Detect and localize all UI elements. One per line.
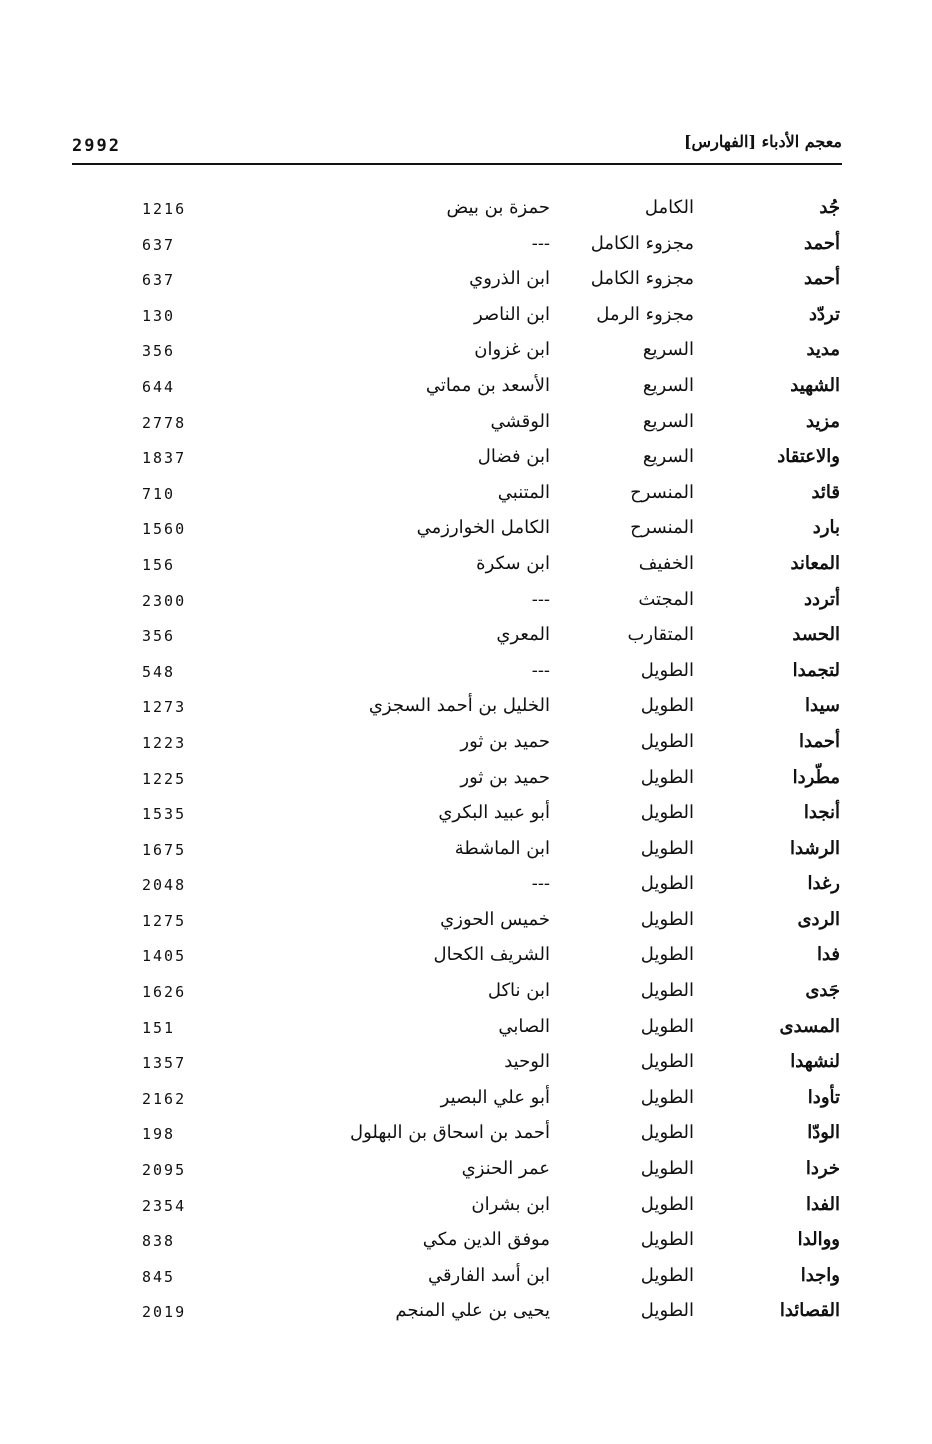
page-ref-cell: 838 bbox=[142, 1232, 176, 1251]
table-row bbox=[0, 478, 932, 514]
rhyme-cell: سيدا bbox=[805, 695, 840, 717]
table-row bbox=[0, 442, 932, 478]
page-ref-cell: 2354 bbox=[142, 1196, 187, 1215]
page-ref-cell: 1357 bbox=[142, 1054, 187, 1073]
poet-cell: يحيى بن علي المنجم bbox=[395, 1300, 550, 1322]
page-ref-cell: 637 bbox=[142, 271, 176, 290]
table-row bbox=[0, 1083, 932, 1119]
poet-cell: ابن أسد الفارقي bbox=[427, 1264, 550, 1286]
rhyme-cell: مزيد bbox=[805, 410, 840, 432]
rhyme-cell: قائد bbox=[811, 481, 840, 503]
poet-cell: --- bbox=[531, 873, 550, 895]
meter-cell: الطويل bbox=[640, 873, 694, 895]
poet-cell: المتنبي bbox=[497, 481, 550, 503]
rhyme-cell: فدا bbox=[816, 944, 840, 966]
rhyme-cell: أحمد bbox=[804, 268, 840, 290]
table-row bbox=[0, 513, 932, 549]
page-ref-cell: 1675 bbox=[142, 840, 187, 859]
meter-cell: مجزوء الكامل bbox=[590, 232, 694, 254]
page-ref-cell: 198 bbox=[142, 1125, 176, 1144]
meter-cell: الطويل bbox=[640, 1264, 694, 1286]
poet-cell: --- bbox=[531, 659, 550, 681]
meter-cell: السريع bbox=[642, 374, 694, 396]
rhyme-cell: أتردد bbox=[804, 588, 840, 610]
meter-cell: الطويل bbox=[640, 944, 694, 966]
table-row bbox=[0, 976, 932, 1012]
rhyme-cell: رغدا bbox=[807, 873, 840, 895]
table-row bbox=[0, 1154, 932, 1190]
table-row bbox=[0, 727, 932, 763]
page-ref-cell: 2019 bbox=[142, 1303, 187, 1322]
poet-cell: حمزة بن بيض bbox=[446, 197, 550, 218]
meter-cell: المجتث bbox=[638, 588, 694, 610]
table-row bbox=[0, 407, 932, 443]
table-row bbox=[0, 300, 932, 336]
rhyme-cell: جُد bbox=[819, 197, 840, 218]
poet-cell: حميد بن ثور bbox=[460, 766, 550, 788]
meter-cell: الطويل bbox=[640, 1122, 694, 1144]
table-row bbox=[0, 335, 932, 371]
rhyme-cell: أنجدا bbox=[803, 802, 840, 824]
poet-cell: الشريف الكحال bbox=[433, 944, 550, 966]
meter-cell: الطويل bbox=[640, 1300, 694, 1322]
poet-cell: عمر الحنزي bbox=[461, 1158, 550, 1180]
table-row bbox=[0, 1296, 932, 1332]
rhyme-cell: الودّا bbox=[807, 1122, 840, 1144]
table-row bbox=[0, 1012, 932, 1048]
page-ref-cell: 1405 bbox=[142, 947, 187, 966]
table-row bbox=[0, 656, 932, 692]
poet-cell: الوقشي bbox=[490, 410, 550, 432]
meter-cell: الطويل bbox=[640, 1086, 694, 1108]
meter-cell: المتقارب bbox=[627, 624, 694, 646]
rhyme-cell: أحمدا bbox=[799, 730, 840, 752]
meter-cell: الطويل bbox=[640, 695, 694, 717]
rhyme-cell: الشهيد bbox=[790, 374, 840, 396]
poet-cell: خميس الحوزي bbox=[440, 908, 550, 930]
table-row bbox=[0, 1118, 932, 1154]
table-row bbox=[0, 763, 932, 799]
table-row bbox=[0, 869, 932, 905]
rhyme-cell: أحمد bbox=[804, 232, 840, 254]
poet-cell: أبو عبيد البكري bbox=[438, 802, 550, 824]
rhyme-cell: لنشهدا bbox=[790, 1051, 840, 1073]
meter-cell: السريع bbox=[642, 339, 694, 361]
table-row bbox=[0, 620, 932, 656]
rhyme-cell: بارد bbox=[812, 517, 840, 539]
poet-cell: ابن سكرة bbox=[476, 552, 550, 574]
table-row bbox=[0, 585, 932, 621]
meter-cell: الطويل bbox=[640, 837, 694, 859]
rhyme-cell: القصائدا bbox=[779, 1300, 840, 1322]
poet-cell: الأسعد بن مماتي bbox=[425, 374, 550, 396]
rhyme-cell: الحسد bbox=[792, 624, 840, 646]
meter-cell: مجزوء الرمل bbox=[596, 303, 694, 325]
page-number: 2992 bbox=[72, 136, 121, 156]
poet-cell: ابن الماشطة bbox=[454, 837, 550, 859]
page-ref-cell: 2162 bbox=[142, 1089, 187, 1108]
rhyme-cell: ووالدا bbox=[797, 1229, 840, 1251]
page-ref-cell: 1273 bbox=[142, 698, 187, 717]
table-row bbox=[0, 1047, 932, 1083]
page-ref-cell: 1225 bbox=[142, 769, 187, 788]
poet-cell: ابن بشران bbox=[471, 1193, 550, 1215]
meter-cell: الطويل bbox=[640, 730, 694, 752]
page-ref-cell: 845 bbox=[142, 1267, 176, 1286]
rhyme-cell: مطّردا bbox=[792, 766, 840, 788]
page-ref-cell: 1837 bbox=[142, 449, 187, 468]
page-ref-cell: 637 bbox=[142, 235, 176, 254]
rhyme-cell: الرشدا bbox=[790, 837, 840, 859]
page-ref-cell: 548 bbox=[142, 662, 176, 681]
meter-cell: الطويل bbox=[640, 980, 694, 1002]
poet-cell: الكامل الخوارزمي bbox=[416, 517, 550, 539]
meter-cell: الطويل bbox=[640, 766, 694, 788]
page-ref-cell: 2095 bbox=[142, 1161, 187, 1180]
meter-cell: الطويل bbox=[640, 1015, 694, 1037]
page-ref-cell: 1535 bbox=[142, 805, 187, 824]
rhyme-cell: جَدى bbox=[805, 980, 840, 1002]
poet-cell: ابن فضال bbox=[477, 446, 550, 468]
rhyme-cell: الفدا bbox=[805, 1193, 840, 1215]
table-row bbox=[0, 371, 932, 407]
meter-cell: مجزوء الكامل bbox=[590, 268, 694, 290]
table-row bbox=[0, 834, 932, 870]
meter-cell: المنسرح bbox=[630, 517, 694, 539]
table-row bbox=[0, 193, 932, 229]
page-ref-cell: 356 bbox=[142, 342, 176, 361]
page-ref-cell: 1216 bbox=[142, 200, 187, 218]
poet-cell: موفق الدين مكي bbox=[422, 1229, 550, 1251]
table-row bbox=[0, 1225, 932, 1261]
table-row bbox=[0, 264, 932, 300]
poet-cell: --- bbox=[531, 232, 550, 254]
page-ref-cell: 710 bbox=[142, 484, 176, 503]
rhyme-cell: المعاند bbox=[790, 552, 840, 574]
rhyme-cell: تردّد bbox=[809, 303, 840, 325]
rhyme-cell: مديد bbox=[806, 339, 840, 361]
meter-cell: الطويل bbox=[640, 1051, 694, 1073]
meter-cell: الكامل bbox=[644, 197, 694, 218]
poet-cell: حميد بن ثور bbox=[460, 730, 550, 752]
rhyme-cell: خردا bbox=[805, 1158, 840, 1180]
meter-cell: السريع bbox=[642, 410, 694, 432]
rhyme-cell: والاعتقاد bbox=[777, 446, 840, 468]
table-row bbox=[0, 229, 932, 265]
page-ref-cell: 2300 bbox=[142, 591, 187, 610]
poet-cell: ابن ناكل bbox=[487, 980, 550, 1002]
table-row bbox=[0, 1261, 932, 1297]
poet-cell: أحمد بن اسحاق بن البهلول bbox=[350, 1122, 550, 1144]
table-row bbox=[0, 940, 932, 976]
rhyme-cell: لتجمدا bbox=[792, 659, 840, 681]
poet-cell: ابن غزوان bbox=[474, 339, 550, 361]
page-ref-cell: 156 bbox=[142, 555, 176, 574]
page-ref-cell: 644 bbox=[142, 377, 176, 396]
meter-cell: الطويل bbox=[640, 802, 694, 824]
meter-cell: الخفيف bbox=[638, 552, 694, 574]
poet-cell: المعري bbox=[496, 624, 550, 646]
index-table bbox=[0, 193, 932, 1332]
poet-cell: --- bbox=[531, 588, 550, 610]
poet-cell: الخليل بن أحمد السجزي bbox=[368, 695, 550, 717]
table-row bbox=[0, 1190, 932, 1226]
meter-cell: الطويل bbox=[640, 1193, 694, 1215]
poet-cell: أبو علي البصير bbox=[440, 1086, 550, 1108]
meter-cell: الطويل bbox=[640, 659, 694, 681]
page-ref-cell: 1560 bbox=[142, 520, 187, 539]
page-ref-cell: 130 bbox=[142, 306, 176, 325]
rhyme-cell: الردى bbox=[797, 908, 840, 930]
page-ref-cell: 2048 bbox=[142, 876, 187, 895]
table-row bbox=[0, 549, 932, 585]
page-ref-cell: 151 bbox=[142, 1018, 176, 1037]
meter-cell: السريع bbox=[642, 446, 694, 468]
page-ref-cell: 356 bbox=[142, 627, 176, 646]
meter-cell: الطويل bbox=[640, 1229, 694, 1251]
meter-cell: المنسرح bbox=[630, 481, 694, 503]
rhyme-cell: تأودا bbox=[807, 1086, 840, 1108]
meter-cell: الطويل bbox=[640, 1158, 694, 1180]
poet-cell: الوحيد bbox=[504, 1051, 550, 1073]
page-ref-cell: 1223 bbox=[142, 733, 187, 752]
page-ref-cell: 2778 bbox=[142, 413, 187, 432]
rhyme-cell: واجدا bbox=[800, 1264, 840, 1286]
rhyme-cell: المسدى bbox=[779, 1015, 840, 1037]
meter-cell: الطويل bbox=[640, 908, 694, 930]
table-row bbox=[0, 905, 932, 941]
book-title: معجم الأدباء [الفهارس] bbox=[683, 132, 842, 151]
page-header bbox=[72, 128, 842, 164]
page-ref-cell: 1275 bbox=[142, 911, 187, 930]
table-row bbox=[0, 798, 932, 834]
poet-cell: ابن الناصر bbox=[473, 303, 550, 325]
page-ref-cell: 1626 bbox=[142, 983, 187, 1002]
poet-cell: ابن الذروي bbox=[469, 268, 550, 290]
header-rule bbox=[72, 163, 842, 165]
poet-cell: الصابي bbox=[498, 1015, 550, 1037]
table-row bbox=[0, 691, 932, 727]
